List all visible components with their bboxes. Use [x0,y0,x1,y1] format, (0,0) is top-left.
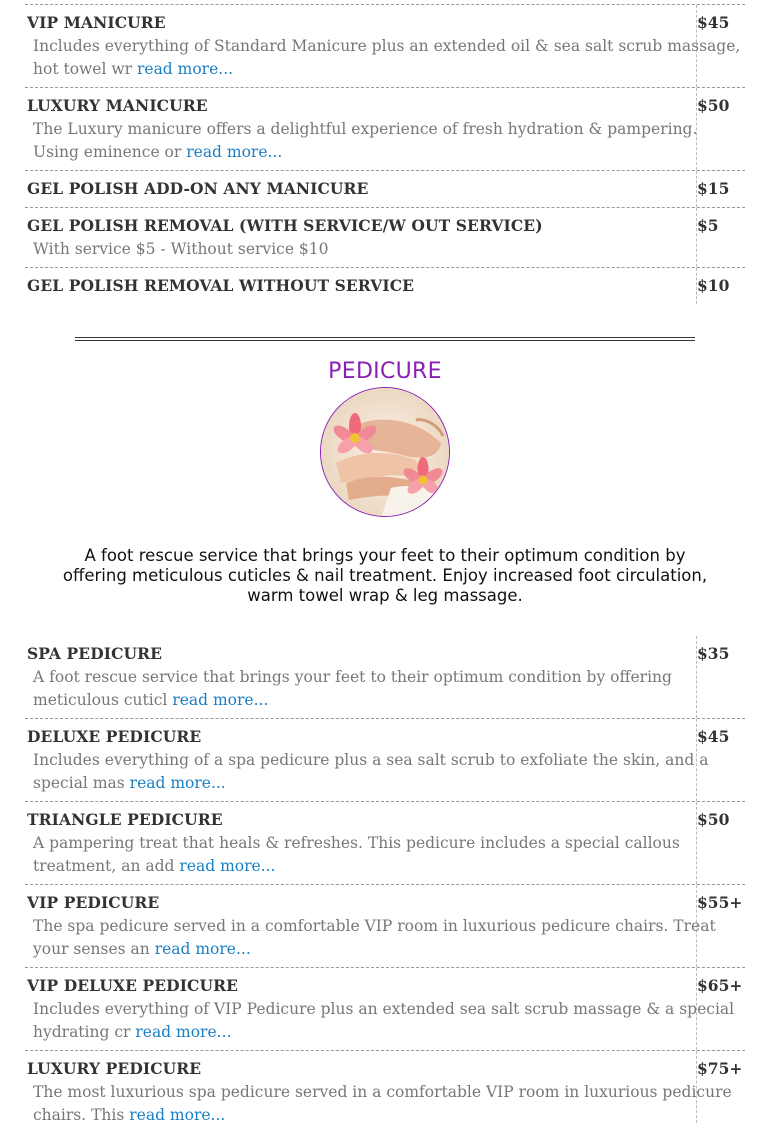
section-divider [75,337,695,341]
read-more-link[interactable]: read more... [129,774,226,792]
service-description: With service $5 - Without service $10 [33,240,329,258]
service-price: $75+ [697,1059,743,1078]
service-item-luxury-pedicure [25,1050,745,1124]
manicure-service-list [25,4,745,304]
pedicure-photo-icon [320,387,450,517]
service-item-gel-polish-removal [25,207,745,267]
service-description-text: A pampering treat that heals & refreshes. This pedicure includes a special callous treatment, an add [33,834,680,875]
pedicure-photo-illustration [321,388,450,517]
service-item-gel-polish-add-on [25,170,745,207]
service-name: VIP MANICURE [27,13,166,32]
service-price: $5 [697,216,719,235]
service-description-text: The most luxurious spa pedicure served in a comfortable VIP room in luxurious pedicure chairs. This [33,1083,732,1124]
service-description [33,35,743,81]
service-name: VIP PEDICURE [27,893,160,912]
service-description-text: Includes everything of VIP Pedicure plus an extended sea salt scrub massage & a special hydrating cr [33,1000,735,1041]
service-item-vip-pedicure [25,884,745,967]
service-item-luxury-manicure [25,87,745,170]
service-name: SPA PEDICURE [27,644,163,663]
read-more-link[interactable]: read more... [135,1023,232,1041]
service-item-vip-deluxe-pedicure [25,967,745,1050]
service-description-text: A foot rescue service that brings your feet to their optimum condition by offering meticulous cuticl [33,668,672,709]
service-description-text: Includes everything of a spa pedicure plus a sea salt scrub to exfoliate the skin, and a special mas [33,751,709,792]
service-description-text: The spa pedicure served in a comfortable VIP room in luxurious pedicure chairs. Treat your senses an [33,917,716,958]
read-more-link[interactable]: read more... [172,691,269,709]
service-price: $45 [697,13,730,32]
service-description [33,998,743,1044]
service-description [33,749,743,795]
service-name: DELUXE PEDICURE [27,727,202,746]
service-price: $45 [697,727,730,746]
service-description [33,832,743,878]
pedicure-service-list [25,636,745,1124]
service-description [33,118,743,164]
service-price: $65+ [697,976,743,995]
service-price: $50 [697,810,730,829]
service-item-triangle-pedicure [25,801,745,884]
service-name: GEL POLISH ADD-ON ANY MANICURE [27,179,369,198]
service-price: $10 [697,276,730,295]
service-name: GEL POLISH REMOVAL (WITH SERVICE/W OUT SERVICE) [27,216,543,235]
service-item-vip-manicure [25,4,745,87]
service-name: LUXURY MANICURE [27,96,208,115]
service-description-text: Includes everything of Standard Manicure plus an extended oil & sea salt scrub massage, hot towel wr [33,37,741,78]
pedicure-intro-text: A foot rescue service that brings your feet to their optimum condition by offering meticulous cuticles & nail treatment. Enjoy increased foot circulation, warm towel wrap & leg massage. [62,546,708,605]
service-description [33,1081,743,1124]
service-price: $55+ [697,893,743,912]
service-description [33,666,743,712]
service-name: VIP DELUXE PEDICURE [27,976,238,995]
service-item-gel-polish-removal-without-service [25,267,745,304]
section-title-pedicure: PEDICURE [328,359,442,384]
read-more-link[interactable]: read more... [136,60,234,78]
service-name: GEL POLISH REMOVAL WITHOUT SERVICE [27,276,415,295]
service-name: TRIANGLE PEDICURE [27,810,223,829]
service-description-text: The Luxury manicure offers a delightful experience of fresh hydration & pampering. Using eminence or [33,120,698,161]
read-more-link[interactable]: read more... [129,1106,226,1124]
service-price: $15 [697,179,730,198]
service-price: $35 [697,644,730,663]
service-item-spa-pedicure [25,636,745,718]
service-item-deluxe-pedicure [25,718,745,801]
service-name: LUXURY PEDICURE [27,1059,202,1078]
service-price: $50 [697,96,730,115]
read-more-link[interactable]: read more... [186,143,283,161]
read-more-link[interactable]: read more... [179,857,276,875]
service-description [33,915,743,961]
read-more-link[interactable]: read more... [154,940,251,958]
